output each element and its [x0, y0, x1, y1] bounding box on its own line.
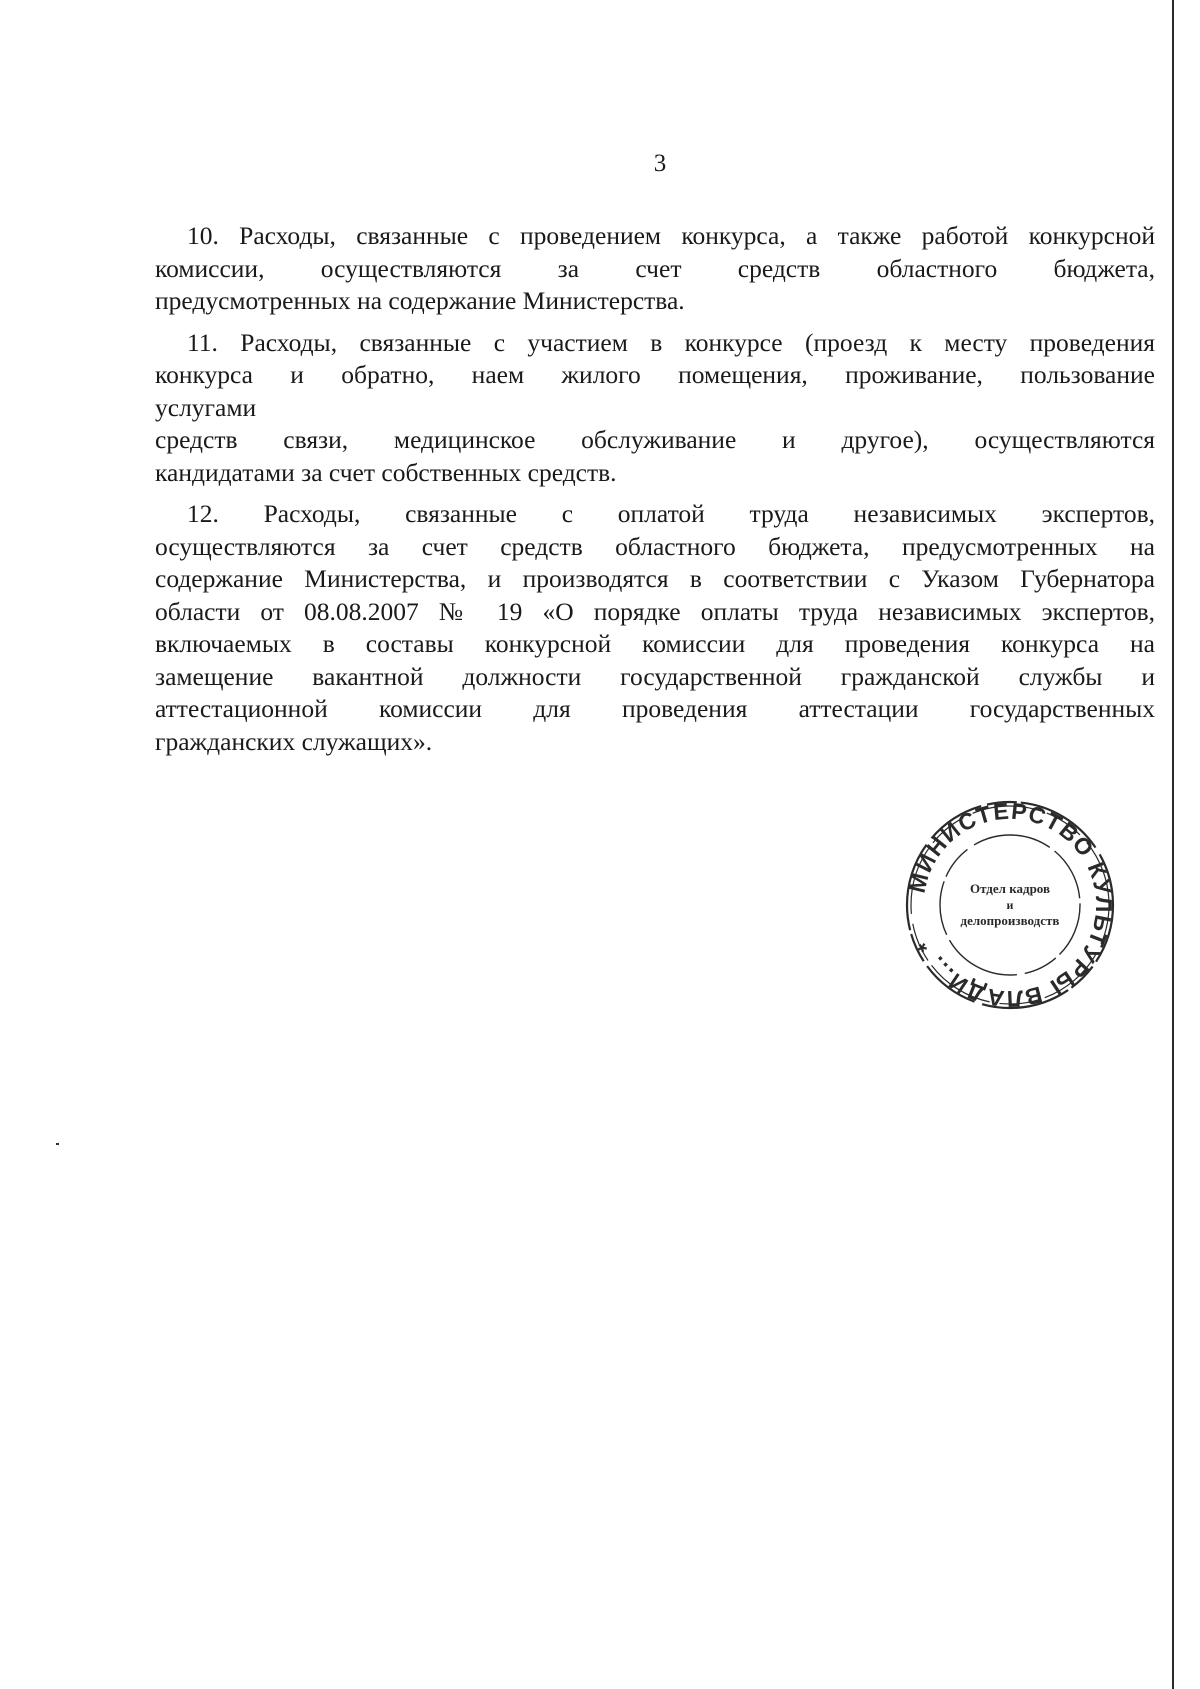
stamp-center-line: Отдел кадров	[969, 881, 1051, 896]
text-line: предусмотренных на содержание Министерства.	[155, 286, 685, 315]
text-line: средств связи, медицинское обслуживание и другое), осуществляются	[155, 425, 1155, 454]
document-body	[155, 220, 1155, 767]
page-number: 3	[653, 150, 667, 177]
text-line: услугами	[155, 392, 257, 422]
scan-speck	[56, 1143, 59, 1145]
text-line: 10. Расходы, связанные с проведением конкурса, а также работой конкурсной	[187, 221, 1155, 250]
stamp-center-line: делопроизводств	[960, 913, 1060, 928]
text-line: осуществляются за счет средств областного бюджета, предусмотренных на	[155, 531, 1155, 561]
text-line: области от 08.08.2007 № 19 «О порядке оплаты труда независимых экспертов,	[155, 596, 1155, 626]
paragraph-11	[155, 327, 1155, 490]
text-line: 11. Расходы, связанные с участием в конкурсе (проезд к месту проведения	[187, 327, 1155, 357]
text-line: кандидатами за счет собственных средств.	[155, 457, 617, 487]
paragraph-12	[155, 498, 1155, 758]
scan-edge-line	[1172, 0, 1174, 1689]
text-line: замещение вакантной должности государственной гражданской службы и	[155, 661, 1155, 691]
text-line: конкурса и обратно, наем жилого помещения, проживание, пользование	[155, 360, 1155, 389]
text-line: содержание Министерства, и производятся в соответствии с Указом Губернатора	[155, 564, 1155, 593]
text-line: включаемых в составы конкурсной комиссии для проведения конкурса на	[155, 629, 1155, 658]
text-line: комиссии, осуществляются за счет средств областного бюджета,	[155, 253, 1155, 283]
text-line: гражданских служащих».	[155, 726, 433, 756]
text-line: 12. Расходы, связанные с оплатой труда независимых экспертов,	[187, 499, 1155, 528]
official-stamp	[895, 790, 1125, 1020]
stamp-center-line: и	[1006, 898, 1014, 912]
paragraph-10	[155, 220, 1155, 318]
text-line: аттестационной комиссии для проведения аттестации государственных	[155, 694, 1155, 723]
stamp-ring-text: МИНИСТЕРСТВО КУЛЬТУРЫ ВЛАДИ... *	[903, 797, 1118, 1013]
